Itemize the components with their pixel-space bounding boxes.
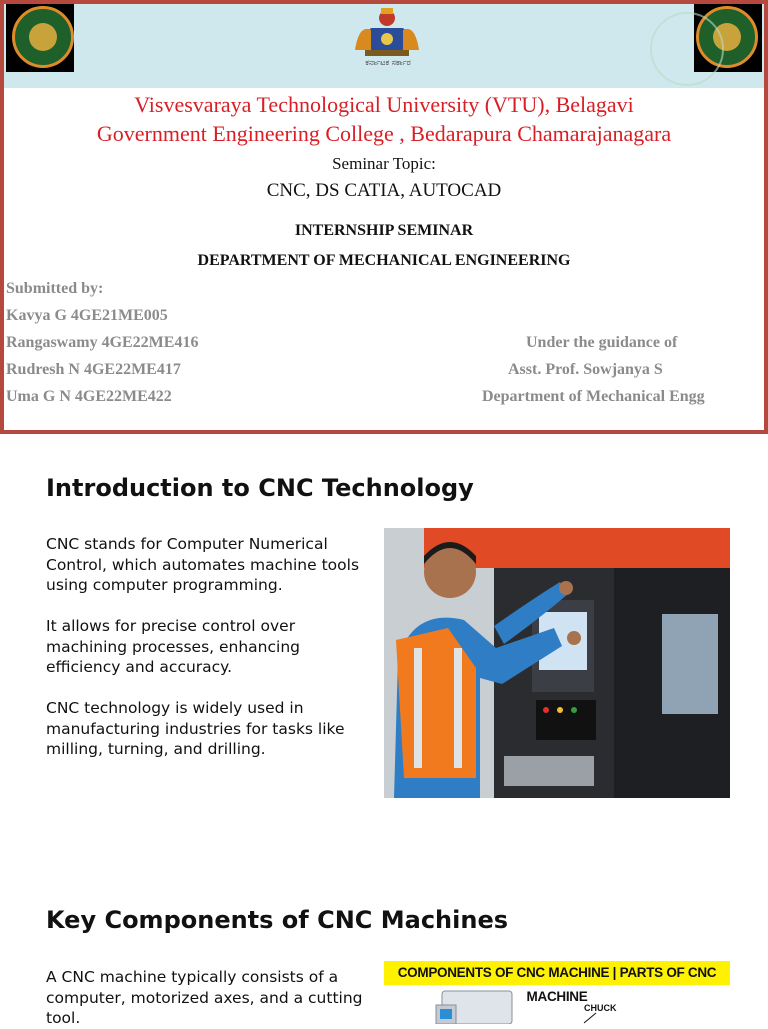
cnc-components-diagram [384,961,730,1024]
intro-paragraph: It allows for precise control over machining processes, enhancing efficiency and accuracy. [46,617,300,676]
student-item: Rudresh N 4GE22ME417 [6,361,181,378]
guide-name: Asst. Prof. Sowjanya S [508,361,663,378]
guide-department: Department of Mechanical Engg [482,388,705,405]
cnc-operator-photo [384,528,730,798]
components-paragraph: A CNC machine typically consists of a computer, motorized axes, and a cutting tool. [46,968,363,1027]
department-title: DEPARTMENT OF MECHANICAL ENGINEERING [197,252,571,269]
seminar-type: INTERNSHIP SEMINAR [294,222,474,239]
university-name: Visvesvaraya Technological University (VTU), Belagavi [134,92,634,117]
student-item: Kavya G 4GE21ME005 [6,307,168,324]
student-item: Rangaswamy 4GE22ME416 [6,334,199,351]
topic-label: Seminar Topic: [332,154,436,173]
title-slide [0,0,768,434]
diagram-title: COMPONENTS OF CNC MACHINE | PARTS OF CNC MACHINE [384,961,730,985]
guidance-label: Under the guidance of [526,334,678,351]
seminar-topic: CNC, DS CATIA, AUTOCAD [266,180,502,201]
intro-paragraph: CNC stands for Computer Numerical Control, which automates machine tools using computer programming. [46,535,360,594]
intro-heading: Introduction to CNC Technology [46,474,474,502]
college-name: Government Engineering College , Bedarapura Chamarajanagara [96,121,672,146]
student-item: Uma G N 4GE22ME422 [6,388,172,405]
state-emblem-icon [349,6,425,58]
chuck-label: CHUCK [584,1003,617,1013]
intro-paragraph: CNC technology is widely used in manufacturing industries for tasks like milling, turning, and drilling. [46,699,345,758]
college-logo-left [6,4,74,72]
watermark [650,12,724,86]
seal-icon [12,6,74,68]
submitted-by-label: Submitted by: [6,280,104,297]
components-heading: Key Components of CNC Machines [46,906,509,934]
emblem-caption: ಕರ್ನಾಟಕ ಸರ್ಕಾರ [365,58,411,67]
cnc-machine-illustration [384,985,730,1024]
